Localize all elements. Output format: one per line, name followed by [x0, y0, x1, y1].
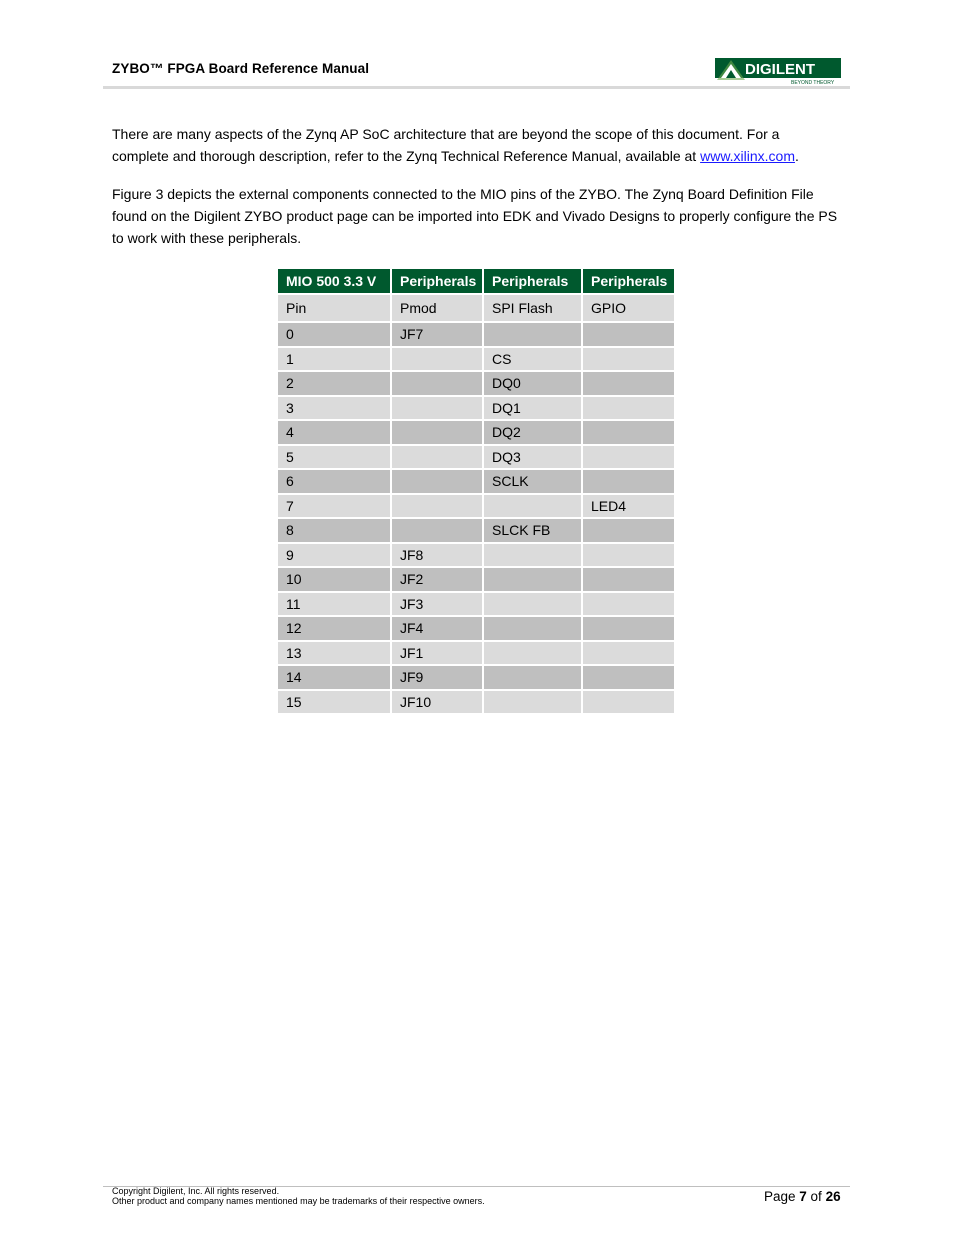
table-cell: 10: [278, 568, 390, 591]
header-cell-peripherals: Peripherals: [392, 269, 482, 293]
table-row: [278, 593, 674, 616]
table-cell: DQ2: [484, 421, 581, 444]
table-row: [278, 642, 674, 665]
header-cell-peripherals: Peripherals: [583, 269, 674, 293]
table-cell: [484, 323, 581, 346]
table-row: [278, 470, 674, 493]
table-cell: [583, 568, 674, 591]
table-cell: [583, 348, 674, 371]
table-cell: JF10: [392, 691, 482, 714]
table-cell: DQ3: [484, 446, 581, 469]
table-cell: [583, 617, 674, 640]
table-row: [278, 446, 674, 469]
table-cell: [583, 372, 674, 395]
table-row: [278, 568, 674, 591]
document-title: ZYBO™ FPGA Board Reference Manual: [112, 61, 370, 76]
footer-legal: [112, 1186, 485, 1206]
digilent-logo: [713, 56, 843, 86]
table-cell: 5: [278, 446, 390, 469]
table-cell: SPI Flash: [484, 295, 581, 321]
table-row: [278, 666, 674, 689]
table-cell: [583, 397, 674, 420]
table-cell: [392, 519, 482, 542]
table-row: [278, 348, 674, 371]
table-cell: CS: [484, 348, 581, 371]
table-cell: [484, 691, 581, 714]
table-row: [278, 617, 674, 640]
table-row: [278, 691, 674, 714]
table-cell: [583, 544, 674, 567]
intro-text: There are many aspects of the Zynq AP SoC architecture that are beyond the scope of this document. For a complete and thorough description, refer to the Zynq Technical Reference Manual, available at: [112, 126, 780, 164]
mio-pin-table: [276, 267, 676, 715]
header-divider: [103, 86, 850, 89]
table-row: [278, 295, 674, 321]
table-cell: [392, 470, 482, 493]
table-cell: 7: [278, 495, 390, 518]
table-cell: [392, 372, 482, 395]
table-cell: 11: [278, 593, 390, 616]
table-cell: 9: [278, 544, 390, 567]
table-header-row: [278, 269, 674, 293]
table-cell: [484, 495, 581, 518]
table-cell: [484, 544, 581, 567]
table-row: [278, 372, 674, 395]
table-cell: [583, 519, 674, 542]
table-cell: [583, 642, 674, 665]
table-cell: 0: [278, 323, 390, 346]
table-cell: 15: [278, 691, 390, 714]
table-cell: [583, 470, 674, 493]
table-cell: JF2: [392, 568, 482, 591]
header-cell-peripherals: Peripherals: [484, 269, 581, 293]
page-number: [764, 1189, 841, 1204]
table-cell: [484, 666, 581, 689]
logo-tagline: BEYOND THEORY: [791, 80, 835, 86]
page-of: of: [806, 1189, 826, 1204]
header-cell-mio: MIO 500 3.3 V: [278, 269, 390, 293]
intro-paragraph: [112, 123, 840, 167]
page-current: 7: [799, 1189, 807, 1204]
table-cell: [583, 593, 674, 616]
table-cell: [583, 446, 674, 469]
table-cell: [583, 691, 674, 714]
trademark-text: Other product and company names mentioned may be trademarks of their respective owners.: [112, 1196, 485, 1206]
table-cell: JF4: [392, 617, 482, 640]
table-cell: 4: [278, 421, 390, 444]
table-cell: DQ1: [484, 397, 581, 420]
table-cell: 2: [278, 372, 390, 395]
table-row: [278, 495, 674, 518]
table-cell: JF3: [392, 593, 482, 616]
table-cell: [392, 348, 482, 371]
table-cell: SLCK FB: [484, 519, 581, 542]
table-cell: [583, 323, 674, 346]
logo-wordmark: DIGILENT: [745, 61, 815, 78]
table-cell: JF9: [392, 666, 482, 689]
intro-end: .: [795, 148, 799, 164]
table-cell: [583, 421, 674, 444]
table-cell: SCLK: [484, 470, 581, 493]
table-row: [278, 421, 674, 444]
table-cell: 14: [278, 666, 390, 689]
table-cell: [392, 495, 482, 518]
table-cell: LED4: [583, 495, 674, 518]
table-row: [278, 397, 674, 420]
table-row: [278, 519, 674, 542]
table-cell: [392, 397, 482, 420]
table-cell: [392, 446, 482, 469]
figure-description-paragraph: Figure 3 depicts the external components connected to the MIO pins of the ZYBO. The Zynq Board Definition File found on the Digilent ZYBO product page can be imported into EDK and Vivado Designs to properly configure the PS to work with these peripherals.: [112, 186, 838, 246]
table-cell: 6: [278, 470, 390, 493]
table-cell: JF7: [392, 323, 482, 346]
table-cell: 12: [278, 617, 390, 640]
xilinx-link[interactable]: www.xilinx.com: [700, 148, 795, 164]
table-row: [278, 323, 674, 346]
table-cell: [484, 617, 581, 640]
table-cell: GPIO: [583, 295, 674, 321]
table-cell: Pmod: [392, 295, 482, 321]
table-cell: [484, 593, 581, 616]
page-prefix: Page: [764, 1189, 800, 1204]
table-cell: [484, 568, 581, 591]
table-cell: DQ0: [484, 372, 581, 395]
table-row: [278, 544, 674, 567]
table-cell: [583, 666, 674, 689]
table-cell: 1: [278, 348, 390, 371]
table-body: [278, 295, 674, 713]
table-cell: JF1: [392, 642, 482, 665]
table-cell: 3: [278, 397, 390, 420]
page-total: 26: [825, 1189, 841, 1204]
table-cell: 13: [278, 642, 390, 665]
table-cell: Pin: [278, 295, 390, 321]
table-cell: 8: [278, 519, 390, 542]
table-cell: [392, 421, 482, 444]
table-cell: [484, 642, 581, 665]
table-cell: JF8: [392, 544, 482, 567]
copyright-text: Copyright Digilent, Inc. All rights reserved.: [112, 1186, 280, 1196]
